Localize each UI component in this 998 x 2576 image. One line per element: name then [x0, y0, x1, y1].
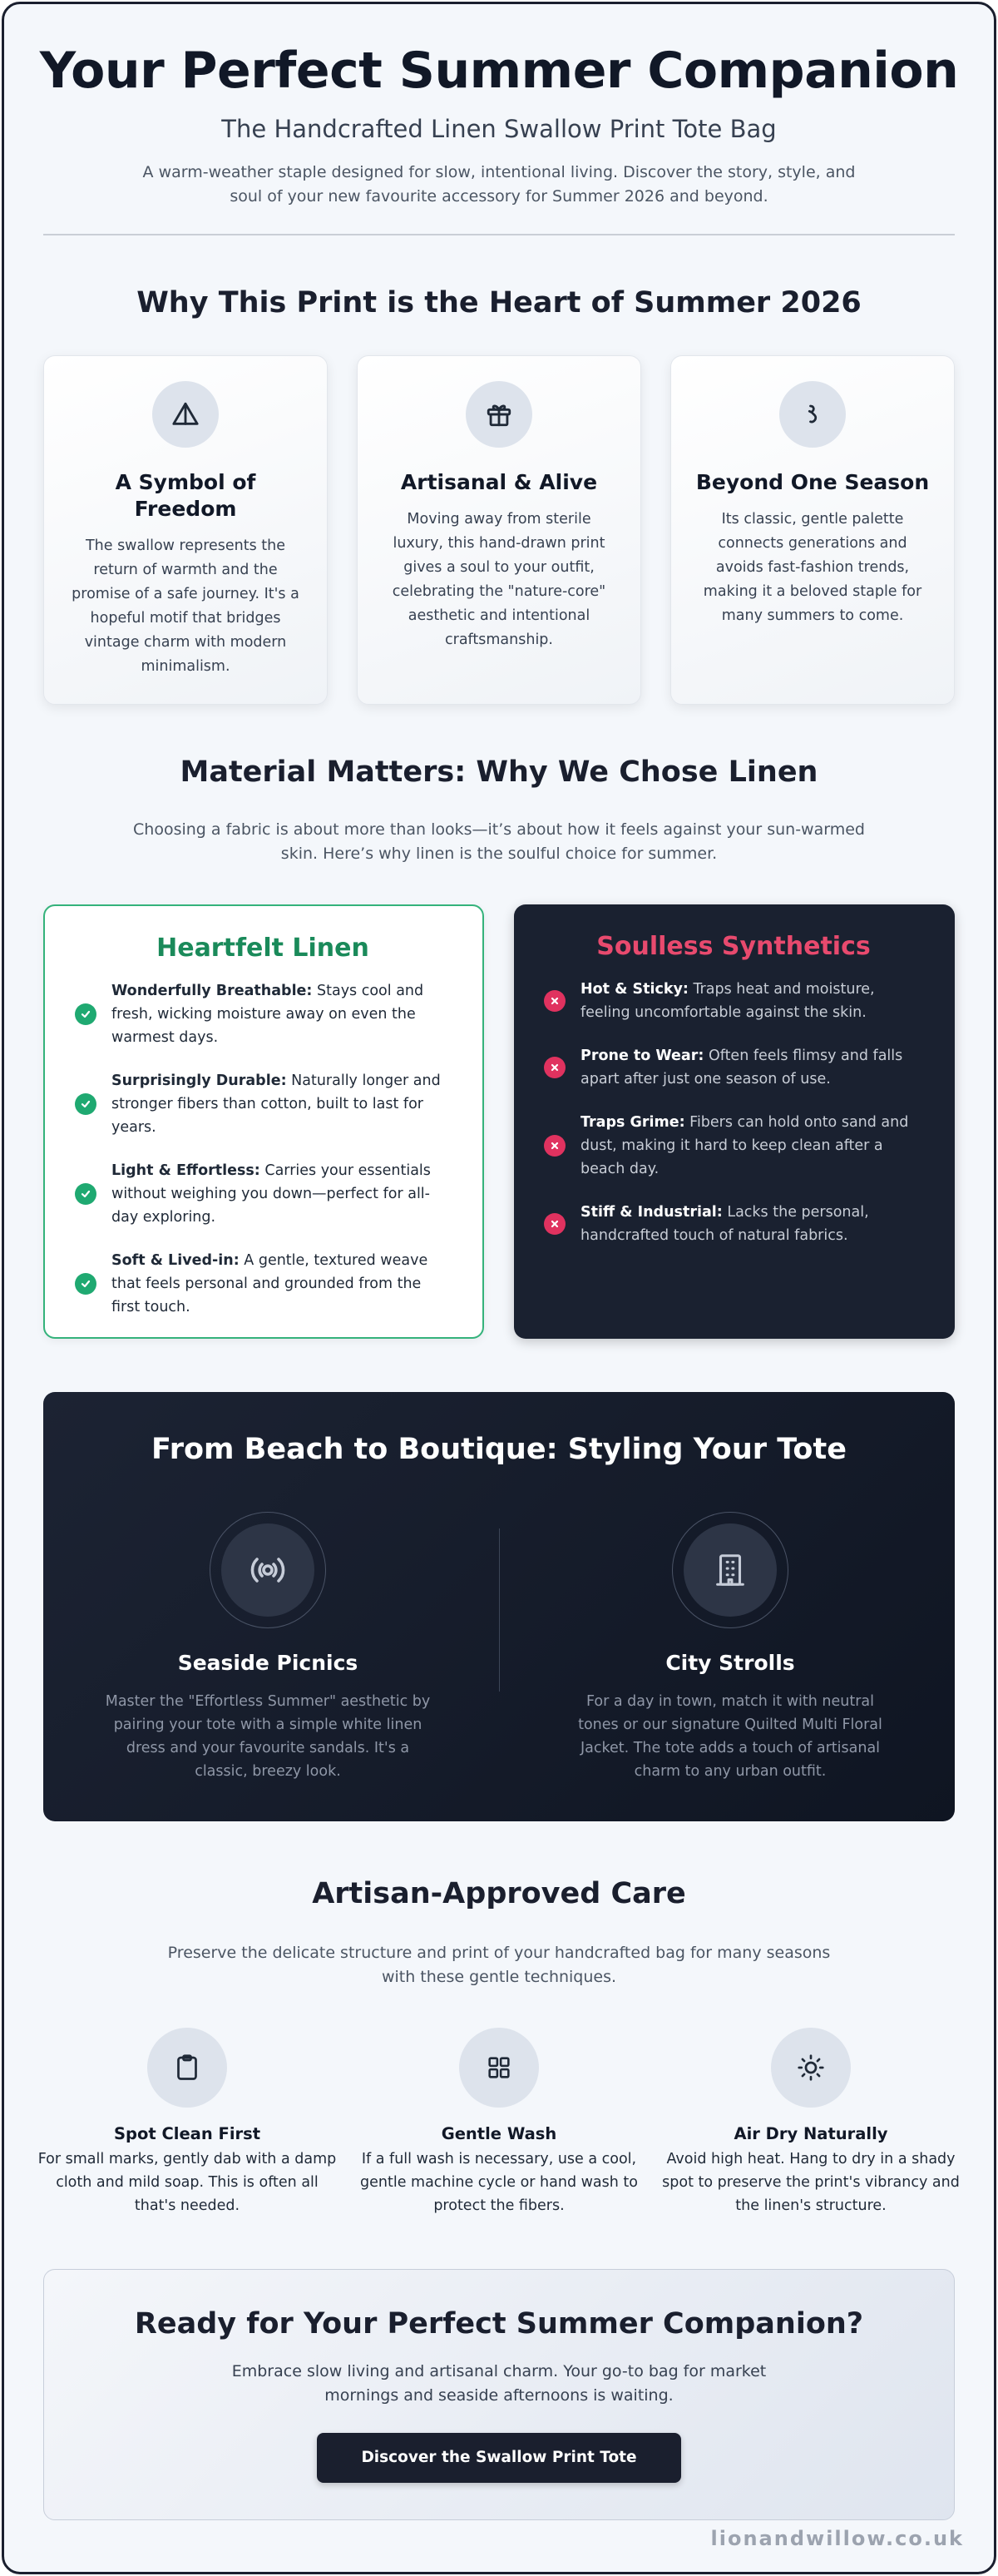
icon-ring — [210, 1512, 326, 1628]
styling-item-text: For a day in town, match it with neutral tones or our signature Quilted Multi Floral Jacket. The tote adds a touch of artisanal charm to any urban outfit. — [578, 1693, 882, 1780]
page-frame — [2, 2, 996, 2574]
x-mark-icon — [544, 990, 566, 1012]
styling-item-seaside — [101, 1512, 434, 1783]
care-item-text: Avoid high heat. Hang to dry in a shady spot to preserve the print's vibrancy and the linen's structure. — [662, 2151, 960, 2214]
point-label: Traps Grime: — [581, 1114, 685, 1131]
care-item-spot-clean — [37, 2028, 337, 2217]
point-desc: Traps heat and moisture, feeling uncomfortable against the skin. — [581, 981, 875, 1021]
why-card-text: The swallow represents the return of warmth and the promise of a safe journey. It's a hopeful motif that bridges vintage charm with modern minimalism. — [72, 537, 299, 675]
x-mark-icon — [544, 1135, 566, 1157]
synthetics-card — [514, 904, 955, 1339]
point-label: Stiff & Industrial: — [581, 1204, 723, 1221]
point-label: Surprisingly Durable: — [111, 1073, 287, 1089]
styling-section-title: From Beach to Boutique: Styling Your Tote — [151, 1433, 847, 1466]
cta-text: Embrace slow living and artisanal charm. Your go-to bag for market mornings and seaside afternoons is waiting. — [231, 2362, 767, 2405]
discover-tote-button[interactable]: Discover the Swallow Print Tote — [317, 2433, 681, 2483]
styling-item-title: Seaside Picnics — [177, 1651, 358, 1675]
why-card-artisanal — [357, 355, 641, 705]
styling-columns — [43, 1512, 955, 1783]
page-subtitle: The Handcrafted Linen Swallow Print Tote Bag — [221, 115, 777, 143]
why-card-text: Its classic, gentle palette connects generations and avoids fast-fashion trends, making it a beloved staple for many summers to come. — [703, 511, 922, 624]
point-desc: Often feels flimsy and falls apart after just one season of use. — [581, 1048, 903, 1087]
why-card-title: A Symbol of Freedom — [115, 470, 256, 521]
care-item-title: Gentle Wash — [441, 2124, 557, 2143]
linen-card — [43, 904, 484, 1339]
point-desc: Fibers can hold onto sand and dust, making it hard to keep clean after a beach day. — [581, 1114, 909, 1177]
point-label: Light & Effortless: — [111, 1162, 260, 1179]
synthetic-point — [544, 1201, 923, 1247]
point-label: Hot & Sticky: — [581, 981, 689, 998]
care-item-text: For small marks, gently dab with a damp cloth and mild soap. This is often all that's needed. — [37, 2151, 337, 2214]
linen-point — [75, 979, 451, 1049]
point-desc: A gentle, textured weave that feels personal and grounded from the first touch. — [111, 1252, 428, 1315]
synthetics-card-title: Soulless Synthetics — [596, 932, 871, 961]
footer-url[interactable]: lionandwillow.co.uk — [710, 2527, 964, 2550]
point-label: Prone to Wear: — [581, 1048, 704, 1064]
why-section-title: Why This Print is the Heart of Summer 2026 — [136, 286, 862, 320]
care-item-title: Air Dry Naturally — [734, 2124, 888, 2143]
why-card-text: Moving away from sterile luxury, this hand-drawn print gives a soul to your outfit, celebrating the "nature-core" aesthetic and intentional craftsmanship. — [392, 511, 606, 648]
why-card-freedom — [43, 355, 328, 705]
header-divider — [43, 234, 955, 235]
material-comparison — [43, 904, 955, 1339]
why-card-beyond — [670, 355, 955, 705]
linen-card-title: Heartfelt Linen — [156, 934, 369, 963]
care-items — [37, 2028, 961, 2217]
page-title: Your Perfect Summer Companion — [39, 42, 959, 100]
point-desc: Naturally longer and stronger fibers than cotton, built to last for years. — [111, 1073, 441, 1136]
care-item-title: Spot Clean First — [113, 2124, 261, 2143]
material-subtitle: Choosing a fabric is about more than looks—it’s about how it feels against your sun-warmed skin. Here’s why linen is the soulful choice for summer. — [133, 820, 865, 863]
styling-item-city — [564, 1512, 897, 1783]
care-section-title: Artisan-Approved Care — [312, 1877, 686, 1910]
synthetic-point-text — [581, 1111, 923, 1181]
point-label: Wonderfully Breathable: — [111, 983, 313, 999]
synthetic-point — [544, 1044, 923, 1091]
hero-intro: A warm-weather staple designed for slow, intentional living. Discover the story, style, and soul of your new favourite accessory for Summer 2026 and beyond. — [142, 163, 856, 206]
check-icon — [75, 1093, 96, 1115]
cta-title: Ready for Your Perfect Summer Companion? — [134, 2307, 864, 2341]
x-mark-icon — [544, 1213, 566, 1235]
check-icon — [75, 1183, 96, 1205]
why-card-title: Beyond One Season — [695, 470, 930, 494]
linen-point — [75, 1159, 451, 1229]
x-mark-icon — [544, 1057, 566, 1078]
linen-point-text — [111, 1069, 451, 1139]
linen-point — [75, 1069, 451, 1139]
check-icon — [75, 1003, 96, 1025]
icon-ring — [672, 1512, 788, 1628]
point-desc: Stays cool and fresh, wicking moisture away on even the warmest days. — [111, 983, 424, 1046]
synthetic-point-text — [581, 978, 923, 1024]
building-icon — [684, 1523, 777, 1617]
point-desc: Carries your essentials without weighing you down—perfect for all-day exploring. — [111, 1162, 431, 1226]
linen-point-text — [111, 1249, 451, 1319]
linen-point-text — [111, 979, 451, 1049]
styling-item-text: Master the "Effortless Summer" aesthetic by pairing your tote with a simple white linen dress and your favourite sandals. It's a classic, breezy look. — [105, 1693, 431, 1780]
synthetic-point — [544, 1111, 923, 1181]
synthetic-point-text — [581, 1201, 923, 1247]
care-subtitle: Preserve the delicate structure and print of your handcrafted bag for many seasons with these gentle techniques. — [167, 1944, 831, 1986]
material-section-title: Material Matters: Why We Chose Linen — [180, 755, 818, 789]
why-card-title: Artisanal & Alive — [400, 470, 598, 494]
styling-divider — [499, 1528, 500, 1692]
point-desc: Lacks the personal, handcrafted touch of natural fabrics. — [581, 1204, 869, 1244]
grid-icon — [459, 2028, 539, 2108]
cta-section — [43, 2269, 955, 2520]
care-item-gentle-wash — [349, 2028, 649, 2217]
why-cards — [43, 355, 955, 705]
synthetic-point — [544, 978, 923, 1024]
point-label: Soft & Lived-in: — [111, 1252, 240, 1269]
triangle-alert-icon — [152, 381, 219, 448]
sun-icon — [771, 2028, 851, 2108]
linen-point-text — [111, 1159, 451, 1229]
hero-header — [4, 4, 994, 235]
clipboard-icon — [147, 2028, 227, 2108]
radio-signal-icon — [221, 1523, 314, 1617]
linen-point — [75, 1249, 451, 1319]
care-item-air-dry — [661, 2028, 961, 2217]
check-icon — [75, 1273, 96, 1295]
care-item-text: If a full wash is necessary, use a cool, gentle machine cycle or hand wash to protect the fibers. — [360, 2151, 638, 2214]
bird-icon — [779, 381, 846, 448]
styling-item-title: City Strolls — [665, 1651, 795, 1675]
gift-icon — [466, 381, 532, 448]
synthetic-point-text — [581, 1044, 923, 1091]
styling-section — [43, 1392, 955, 1821]
